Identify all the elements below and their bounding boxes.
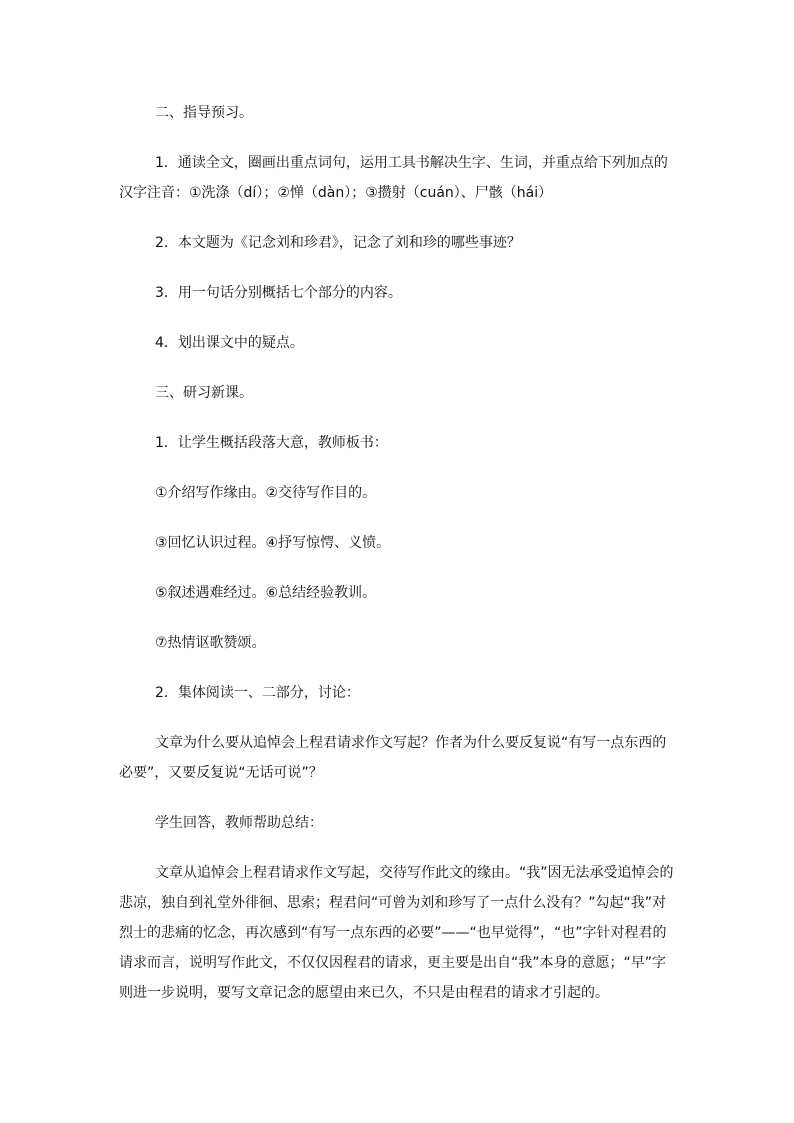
summary-paragraph: 文章从追悼会上程君请求作文写起，交待写作此文的缘由。“我”因无法承受追悼会的悲凉，独自到礼堂外徘徊、思索；程君问“可曾为刘和珍写了一点什么没有？”勾起“我”对烈士的悲痛的忆念，再次感到“有写一点东西的必要”——“也早觉得”，“也”字针对程君的请求而言，说明写作此文，不仅仅因程君的请求，更主要是出自“我”本身的意愿；“早”字则进一步说明，要写文章记念的愿望由来已久，不只是由程君的请求才引起的。 — [119, 865, 674, 1001]
preview-item-2: 2．本文题为《记念刘和珍君》，记念了刘和珍的哪些事迹？ — [155, 235, 521, 251]
lesson-item-2: 2．集体阅读一、二部分，讨论： — [155, 685, 360, 701]
preview-item-1: 1．通读全文，圈画出重点词句，运用工具书解决生字、生词，并重点给下列加点的汉字注音：①洗涤（dí）；②惮（dàn）；③攒射（cuán）、尸骸（hái） — [119, 155, 668, 201]
document-body — [119, 98, 679, 1008]
preview-item-4: 4．划出课文中的疑点。 — [155, 335, 304, 351]
student-answer-intro: 学生回答，教师帮助总结： — [155, 815, 323, 831]
discussion-question: 文章为什么要从追悼会上程君请求作文写起？作者为什么要反复说“有写一点东西的必要”，又要反复说“无话可说”？ — [119, 735, 667, 781]
outline-line-4: ⑦热情讴歌赞颂。 — [155, 635, 266, 651]
outline-line-3: ⑤叙述遇难经过。⑥总结经验教训。 — [155, 585, 377, 601]
lesson-item-1: 1．让学生概括段落大意，教师板书： — [155, 435, 388, 451]
outline-line-1: ①介绍写作缘由。②交待写作目的。 — [155, 485, 377, 501]
preview-item-3: 3．用一句话分别概括七个部分的内容。 — [155, 285, 402, 301]
heading-new-lesson: 三、研习新课。 — [155, 385, 253, 401]
heading-preview-guidance: 二、指导预习。 — [155, 105, 253, 121]
outline-line-2: ③回忆认识过程。④抒写惊愕、义愤。 — [155, 535, 391, 551]
